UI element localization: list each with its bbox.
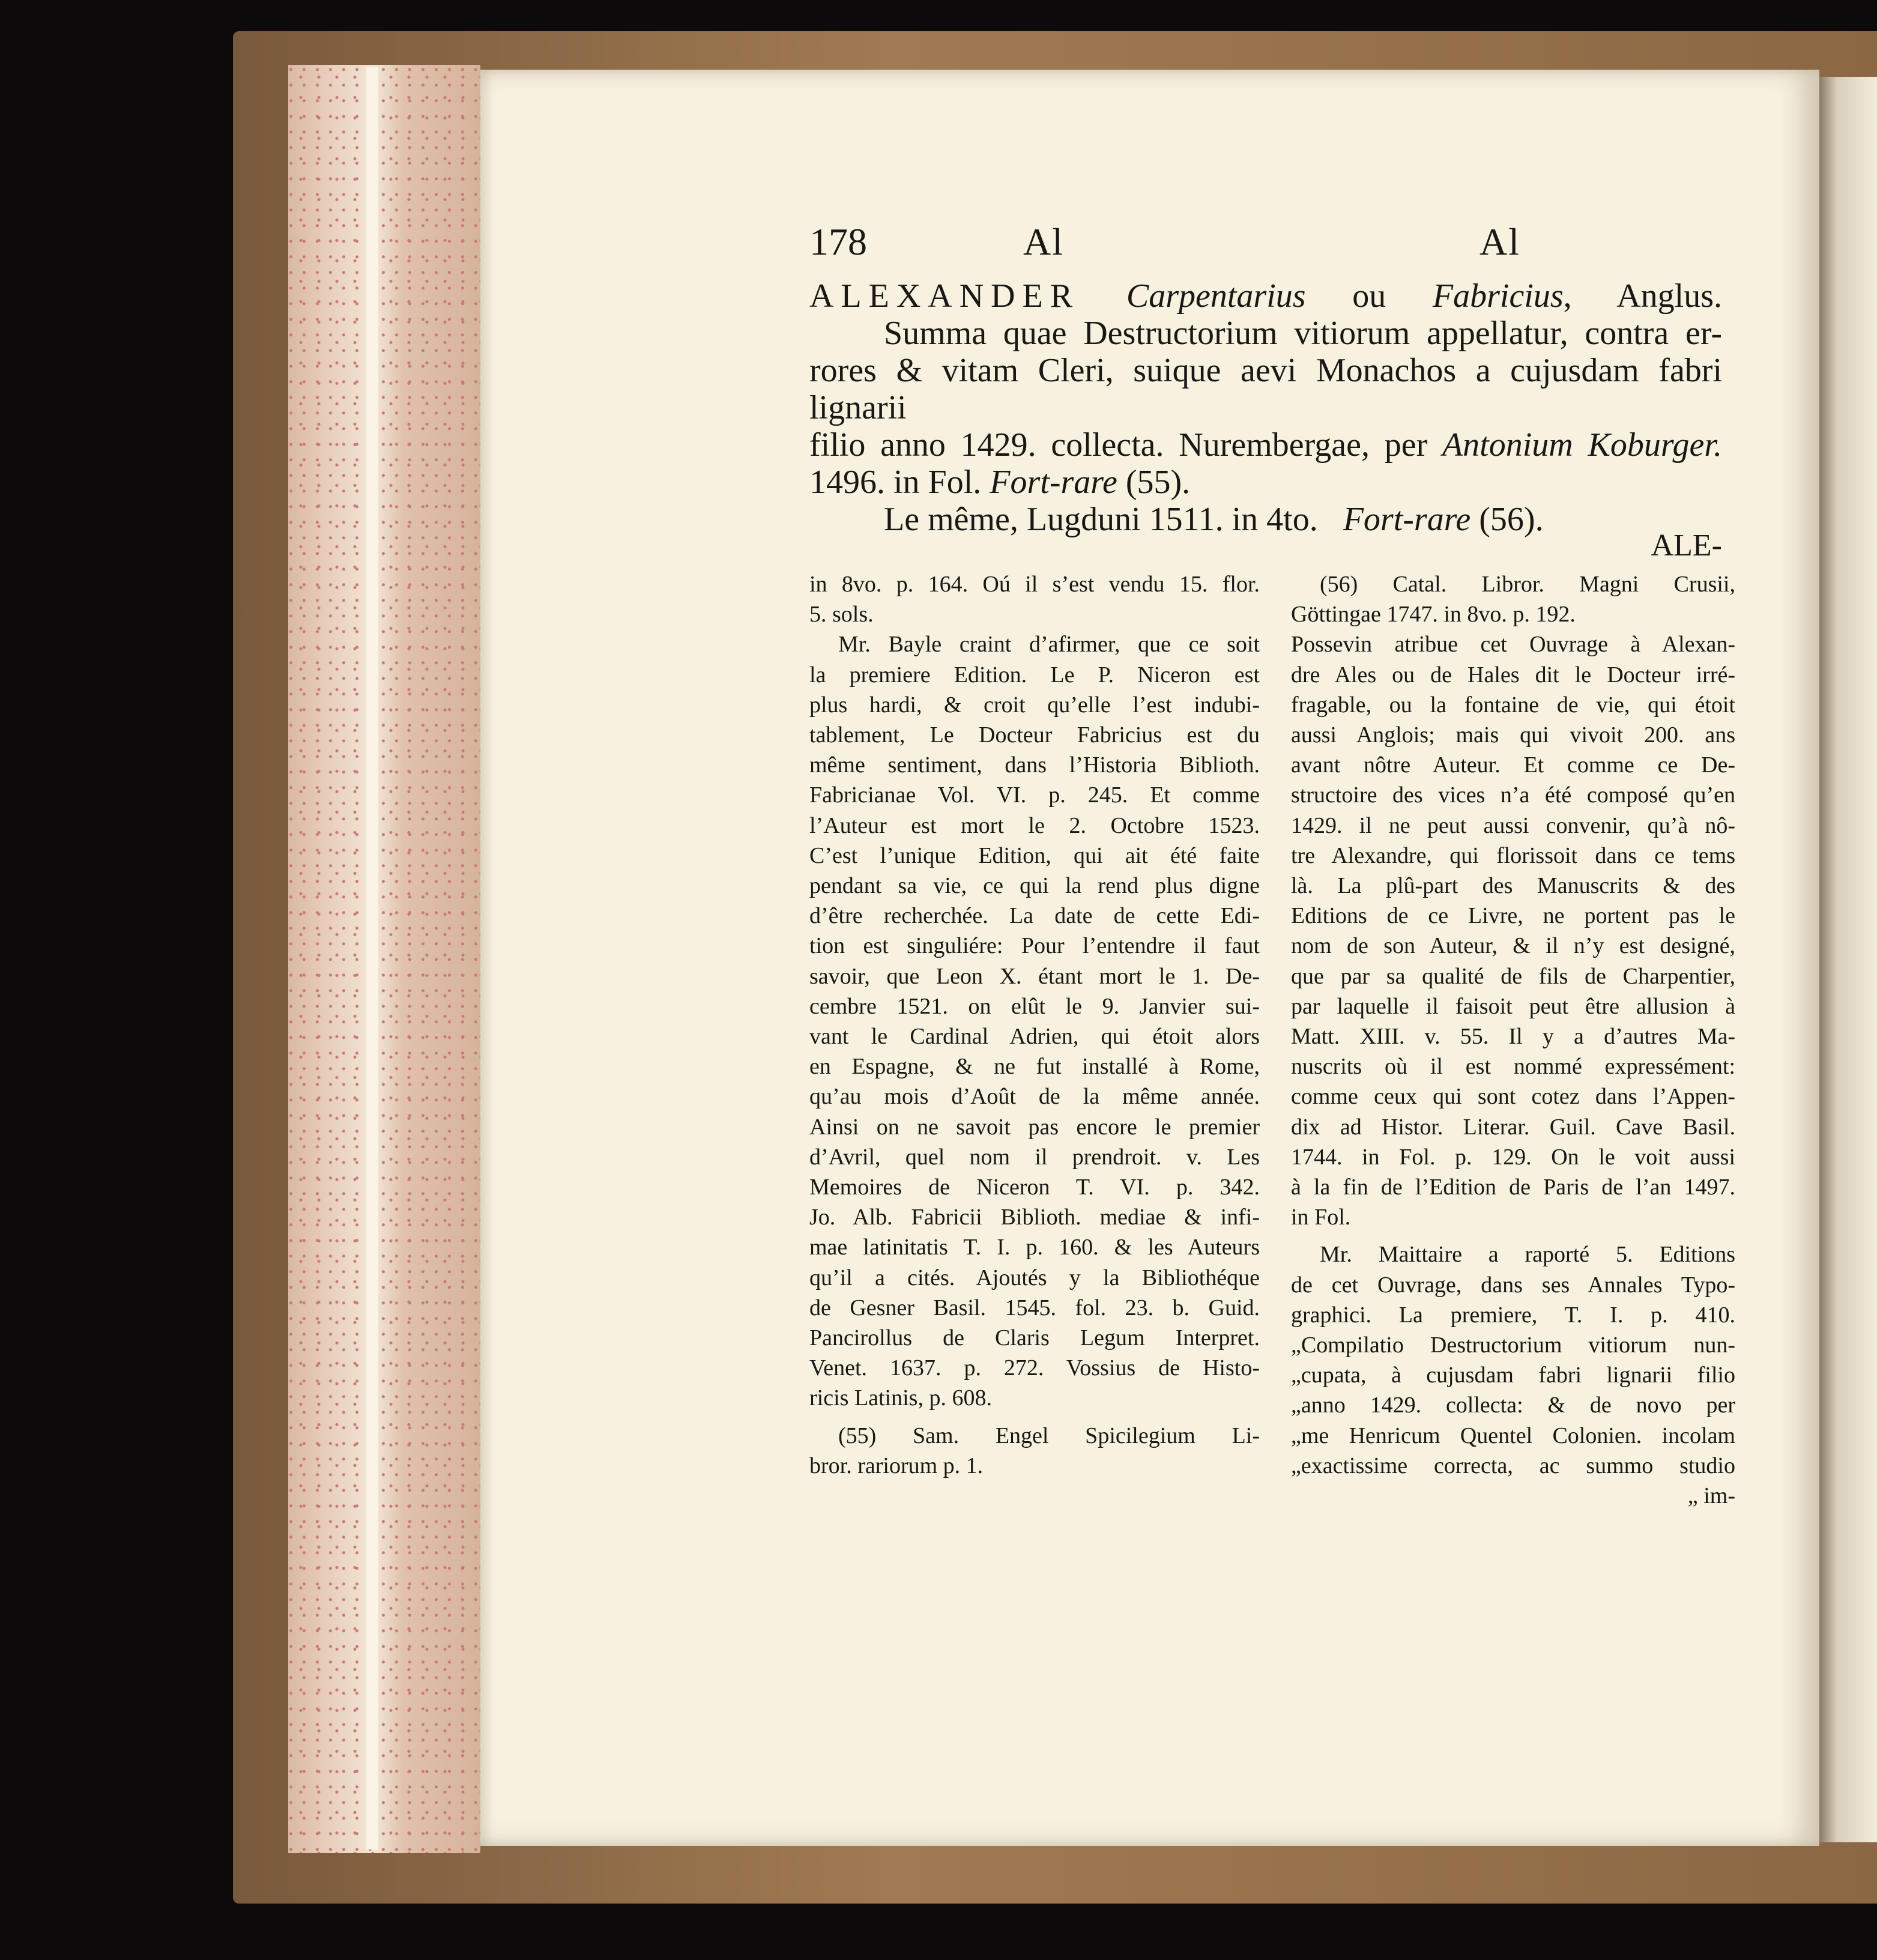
- text-line: par laquelle il faisoit peut être allusion à: [1291, 993, 1735, 1019]
- text-line: fragable, ou la fontaine de vie, qui étoit: [1291, 692, 1735, 718]
- text-line: C’est l’unique Edition, qui ait été faite: [809, 842, 1260, 868]
- entry-line: 1496. in Fol. Fort-rare (55).: [809, 464, 1191, 501]
- text-line: 1744. in Fol. p. 129. On le voit aussi: [1291, 1144, 1735, 1170]
- text-line: „me Henricum Quentel Colonien. incolam: [1291, 1423, 1735, 1448]
- text-line: „anno 1429. collecta: & de novo per: [1291, 1393, 1735, 1418]
- entry-line: Le même, Lugduni 1511. in 4to. Fort-rare (56).: [884, 501, 1544, 538]
- text-line: Matt. XIII. v. 55. Il y a d’autres Ma-: [1291, 1024, 1735, 1050]
- text-line: nuscrits où il est nommé expressément:: [1291, 1054, 1735, 1080]
- facing-page-edge: [1819, 77, 1877, 1842]
- page-edge-highlight: [366, 67, 378, 1850]
- text-line: de Gesner Basil. 1545. fol. 23. b. Guid.: [809, 1295, 1260, 1320]
- text-line: in Fol.: [1291, 1205, 1351, 1230]
- text-line: nom de son Auteur, & il n’y est designé,: [1291, 933, 1735, 959]
- text-line: plus hardi, & croit qu’elle l’est indubi-: [809, 692, 1260, 718]
- text-line: ricis Latinis, p. 608.: [809, 1385, 992, 1411]
- text-line: la premiere Edition. Le P. Niceron est: [809, 662, 1260, 688]
- text-line: savoir, que Leon X. étant mort le 1. De-: [809, 963, 1260, 989]
- text-line: en Espagne, & ne fut installé à Rome,: [809, 1054, 1260, 1080]
- text-line: Jo. Alb. Fabricii Biblioth. mediae & infi-: [809, 1205, 1260, 1230]
- text-line: dix ad Histor. Literar. Guil. Cave Basil.: [1291, 1114, 1735, 1140]
- text-line: Pancirollus de Claris Legum Interpret.: [809, 1325, 1260, 1351]
- entry-line: filio anno 1429. collecta. Nurembergae, per Antonium Koburger.: [809, 426, 1722, 464]
- left-column: [809, 569, 1260, 1481]
- entry-line: rores & vitam Cleri, suique aevi Monachos a cujusdam fabri lignarii: [809, 352, 1722, 426]
- catchword: ALE-: [1651, 528, 1722, 563]
- right-column: [1291, 569, 1735, 1511]
- text-line: Mr. Bayle craint d’afirmer, que ce soit: [838, 632, 1260, 658]
- text-line: Ainsi on ne savoit pas encore le premier: [809, 1114, 1260, 1140]
- running-head-left: Al: [1023, 220, 1064, 263]
- text-line: qu’au mois d’Août de la même année.: [809, 1084, 1260, 1110]
- entry-line: Summa quae Destructorium vitiorum appellatur, contra er-: [884, 315, 1722, 352]
- text-line: Editions de ce Livre, ne portent pas le: [1291, 903, 1735, 929]
- text-line: d’Avril, quel nom il prendroit. v. Les: [809, 1144, 1260, 1170]
- text-line: „Compilatio Destructorium vitiorum nun-: [1291, 1332, 1735, 1358]
- text-line: 1429. il ne peut aussi convenir, qu’à nô-: [1291, 812, 1735, 838]
- text-line: tre Alexandre, qui florissoit dans ce tems: [1291, 842, 1735, 868]
- text-line: de cet Ouvrage, dans ses Annales Typo-: [1291, 1272, 1735, 1298]
- text-line: „cupata, à cujusdam fabri lignarii filio: [1291, 1363, 1735, 1388]
- page-number: 178: [809, 220, 867, 263]
- paragraph-gap: [1291, 1232, 1735, 1239]
- text-line: 5. sols.: [809, 602, 874, 628]
- footnote-line: bror. rariorum p. 1.: [809, 1453, 984, 1478]
- text-line: d’être recherchée. La date de cette Edi-: [809, 903, 1260, 929]
- catalog-entry: [809, 277, 1722, 564]
- entry-heading: ALEXANDER Carpentarius ou Fabricius, Anglus.: [809, 277, 1723, 315]
- text-line: Venet. 1637. p. 272. Vossius de Histo-: [809, 1355, 1260, 1381]
- text-line: Mr. Maittaire a raporté 5. Editions: [1320, 1242, 1735, 1268]
- text-line: qu’il a cités. Ajoutés y la Bibliothéque: [809, 1265, 1260, 1290]
- running-header: [809, 220, 1716, 274]
- text-line: vant le Cardinal Adrien, qui étoit alors: [809, 1024, 1260, 1050]
- text-line: aussi Anglois; mais qui vivoit 200. ans: [1291, 722, 1735, 748]
- text-line: structoire des vices n’a été composé qu’en: [1291, 782, 1735, 808]
- text-line: cembre 1521. on elût le 9. Janvier sui-: [809, 993, 1260, 1019]
- footnote-line: (56) Catal. Libror. Magni Crusii,: [1320, 572, 1735, 597]
- footnote-line: (55) Sam. Engel Spicilegium Li-: [838, 1423, 1260, 1448]
- text-line: que par sa qualité de fils de Charpentier,: [1291, 963, 1735, 989]
- text-line: Memoires de Niceron T. VI. p. 342.: [809, 1175, 1260, 1200]
- text-line: graphici. La premiere, T. I. p. 410.: [1291, 1302, 1735, 1328]
- text-line: mae latinitatis T. I. p. 160. & les Auteurs: [809, 1235, 1260, 1260]
- text-line: Possevin atribue cet Ouvrage à Alexan-: [1291, 632, 1735, 658]
- text-line: comme ceux qui sont cotez dans l’Appen-: [1291, 1084, 1735, 1110]
- text-line: pendant sa vie, ce qui la rend plus digne: [809, 873, 1260, 899]
- catchword: „ im-: [1687, 1483, 1735, 1509]
- footnote-line: Göttingae 1747. in 8vo. p. 192.: [1291, 602, 1576, 628]
- text-line: là. La plû-part des Manuscrits & des: [1291, 873, 1735, 899]
- text-line: à la fin de l’Edition de Paris de l’an 1497.: [1291, 1175, 1735, 1200]
- text-line: tion est singuliére: Pour l’entendre il faut: [809, 933, 1260, 959]
- text-line: in 8vo. p. 164. Oú il s’est vendu 15. flor.: [809, 572, 1260, 597]
- text-line: l’Auteur est mort le 2. Octobre 1523.: [809, 812, 1260, 838]
- text-line: „exactissime correcta, ac summo studio: [1291, 1453, 1735, 1478]
- text-line: Fabricianae Vol. VI. p. 245. Et comme: [809, 782, 1260, 808]
- text-line: avant nôtre Auteur. Et comme ce De-: [1291, 752, 1735, 778]
- text-line: tablement, Le Docteur Fabricius est du: [809, 722, 1260, 748]
- paragraph-gap: [809, 1414, 1260, 1421]
- page-edges: [288, 65, 480, 1853]
- text-line: même sentiment, dans l’Historia Biblioth.: [809, 752, 1260, 778]
- running-head-right: Al: [1480, 220, 1520, 263]
- text-line: dre Ales ou de Hales dit le Docteur irré-: [1291, 662, 1735, 688]
